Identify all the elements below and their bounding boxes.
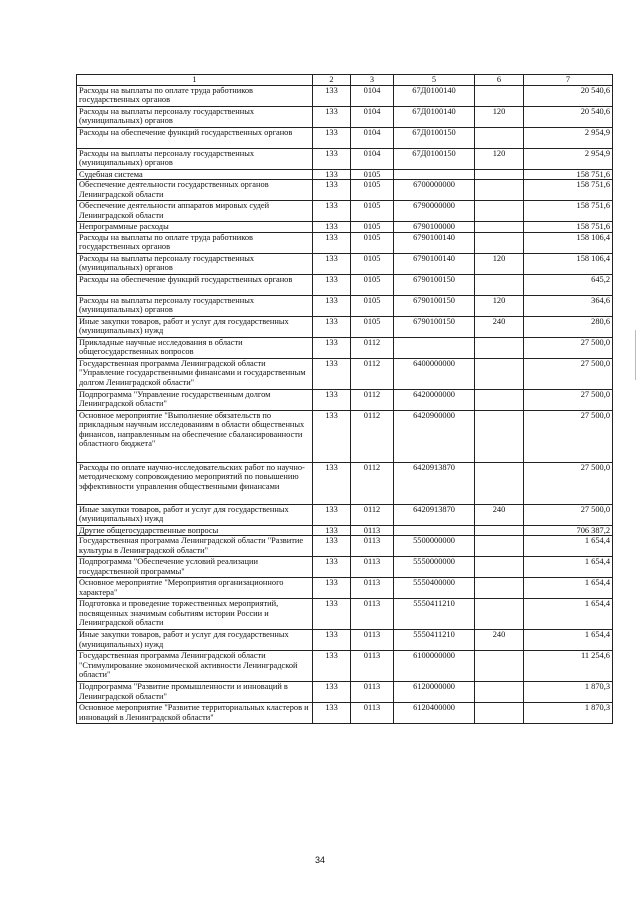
row-code-6-cell [475, 232, 524, 253]
table-row [77, 525, 613, 535]
row-code-2-cell: 133 [313, 651, 351, 682]
row-name-cell: Обеспечение деятельности аппаратов мировых судей Ленинградской области [77, 201, 313, 222]
row-amount-cell: 158 751,6 [524, 201, 613, 222]
row-code-3-cell: 0113 [351, 525, 394, 535]
row-name-cell: Расходы на выплаты персоналу государственных (муниципальных) органов [77, 295, 313, 316]
row-amount-cell: 20 540,6 [524, 86, 613, 107]
row-code-5-cell: 6120000000 [394, 682, 475, 703]
row-code-6-cell: 120 [475, 107, 524, 128]
row-name-cell: Расходы на выплаты персоналу государственных (муниципальных) органов [77, 253, 313, 274]
row-code-5-cell: 5550400000 [394, 578, 475, 599]
row-amount-cell: 158 751,6 [524, 170, 613, 180]
table-row [77, 253, 613, 274]
table-row [77, 337, 613, 358]
row-code-3-cell: 0105 [351, 295, 394, 316]
row-name-cell: Расходы на обеспечение функций государственных органов [77, 128, 313, 149]
row-code-5-cell: 6790100150 [394, 295, 475, 316]
row-name-cell: Основное мероприятие "Выполнение обязательств по прикладным научным исследованиям в области общественных финансов, направленным на обеспечение сбалансированности областного бюджета" [77, 410, 313, 462]
row-amount-cell: 20 540,6 [524, 107, 613, 128]
row-code-3-cell: 0105 [351, 232, 394, 253]
row-code-2-cell: 133 [313, 232, 351, 253]
row-code-3-cell: 0105 [351, 170, 394, 180]
table-row [77, 86, 613, 107]
row-code-3-cell: 0113 [351, 557, 394, 578]
row-code-6-cell [475, 201, 524, 222]
row-amount-cell: 158 751,6 [524, 180, 613, 201]
table-row [77, 316, 613, 337]
row-code-3-cell: 0104 [351, 149, 394, 170]
row-amount-cell: 158 106,4 [524, 253, 613, 274]
row-amount-cell: 27 500,0 [524, 358, 613, 389]
row-code-5-cell [394, 170, 475, 180]
row-code-5-cell [394, 525, 475, 535]
row-code-5-cell: 67Д0100140 [394, 86, 475, 107]
row-code-2-cell: 133 [313, 170, 351, 180]
table-row [77, 682, 613, 703]
table-row [77, 107, 613, 128]
row-code-3-cell: 0105 [351, 316, 394, 337]
table-body [77, 86, 613, 724]
table-row [77, 149, 613, 170]
row-code-5-cell: 6400000000 [394, 358, 475, 389]
row-code-6-cell [475, 180, 524, 201]
row-code-5-cell: 6790100140 [394, 253, 475, 274]
row-code-6-cell [475, 682, 524, 703]
row-code-2-cell: 133 [313, 703, 351, 724]
row-code-6-cell [475, 222, 524, 232]
row-code-5-cell: 5550411210 [394, 630, 475, 651]
table-row [77, 128, 613, 149]
document-sheet [76, 74, 612, 724]
row-amount-cell: 158 106,4 [524, 232, 613, 253]
row-code-5-cell: 6420913870 [394, 504, 475, 525]
table-row [77, 180, 613, 201]
table-row [77, 274, 613, 295]
row-code-2-cell: 133 [313, 86, 351, 107]
row-name-cell: Расходы на выплаты по оплате труда работников государственных органов [77, 232, 313, 253]
table-row [77, 578, 613, 599]
row-code-6-cell [475, 557, 524, 578]
page-number: 34 [314, 855, 325, 865]
row-amount-cell: 1 870,3 [524, 682, 613, 703]
row-name-cell: Государственная программа Ленинградской области "Развитие культуры в Ленинградской области" [77, 536, 313, 557]
row-amount-cell: 1 870,3 [524, 703, 613, 724]
row-code-2-cell: 133 [313, 389, 351, 410]
row-code-6-cell [475, 274, 524, 295]
row-code-3-cell: 0105 [351, 180, 394, 201]
row-name-cell: Обеспечение деятельности государственных органов Ленинградской области [77, 180, 313, 201]
budget-table [76, 74, 613, 724]
row-code-2-cell: 133 [313, 149, 351, 170]
row-name-cell: Другие общегосударственные вопросы [77, 525, 313, 535]
table-row [77, 358, 613, 389]
column-header: 7 [524, 75, 613, 86]
row-code-6-cell [475, 128, 524, 149]
row-code-6-cell [475, 170, 524, 180]
table-row [77, 170, 613, 180]
table-row [77, 389, 613, 410]
table-row [77, 222, 613, 232]
row-amount-cell: 2 954,9 [524, 149, 613, 170]
row-code-3-cell: 0113 [351, 536, 394, 557]
row-code-2-cell: 133 [313, 462, 351, 504]
column-header: 1 [77, 75, 313, 86]
row-code-2-cell: 133 [313, 536, 351, 557]
row-amount-cell: 27 500,0 [524, 504, 613, 525]
row-code-3-cell: 0112 [351, 358, 394, 389]
row-code-2-cell: 133 [313, 682, 351, 703]
row-code-5-cell: 6120400000 [394, 703, 475, 724]
table-row [77, 599, 613, 630]
row-code-5-cell: 6100000000 [394, 651, 475, 682]
row-name-cell: Расходы по оплате научно-исследовательских работ по научно-методическому сопровождению мероприятий по повышению эффективности управления общественными финансами [77, 462, 313, 504]
row-code-3-cell: 0104 [351, 128, 394, 149]
row-code-6-cell: 240 [475, 504, 524, 525]
row-amount-cell: 11 254,6 [524, 651, 613, 682]
row-amount-cell: 158 751,6 [524, 222, 613, 232]
table-row [77, 651, 613, 682]
row-code-2-cell: 133 [313, 525, 351, 535]
table-row [77, 536, 613, 557]
row-code-3-cell: 0113 [351, 682, 394, 703]
row-amount-cell: 2 954,9 [524, 128, 613, 149]
row-code-2-cell: 133 [313, 578, 351, 599]
row-code-2-cell: 133 [313, 295, 351, 316]
row-code-2-cell: 133 [313, 274, 351, 295]
row-code-3-cell: 0113 [351, 630, 394, 651]
row-amount-cell: 1 654,4 [524, 578, 613, 599]
row-code-3-cell: 0112 [351, 410, 394, 462]
row-code-6-cell: 240 [475, 316, 524, 337]
row-amount-cell: 27 500,0 [524, 389, 613, 410]
row-code-3-cell: 0112 [351, 504, 394, 525]
row-code-6-cell [475, 389, 524, 410]
row-code-3-cell: 0104 [351, 86, 394, 107]
row-amount-cell: 1 654,4 [524, 536, 613, 557]
row-name-cell: Расходы на обеспечение функций государственных органов [77, 274, 313, 295]
row-code-3-cell: 0104 [351, 107, 394, 128]
row-name-cell: Расходы на выплаты персоналу государственных (муниципальных) органов [77, 149, 313, 170]
row-name-cell: Иные закупки товаров, работ и услуг для государственных (муниципальных) нужд [77, 504, 313, 525]
row-code-3-cell: 0112 [351, 462, 394, 504]
row-code-5-cell: 6420900000 [394, 410, 475, 462]
row-code-2-cell: 133 [313, 253, 351, 274]
row-code-2-cell: 133 [313, 316, 351, 337]
row-code-5-cell: 5500000000 [394, 536, 475, 557]
row-code-6-cell: 120 [475, 295, 524, 316]
row-name-cell: Подпрограмма "Управление государственным долгом Ленинградской области" [77, 389, 313, 410]
row-code-3-cell: 0113 [351, 651, 394, 682]
row-name-cell: Государственная программа Ленинградской области "Управление государственными финансами и государственным долгом Ленинградской области" [77, 358, 313, 389]
row-code-6-cell [475, 525, 524, 535]
row-amount-cell: 280,6 [524, 316, 613, 337]
row-code-6-cell [475, 536, 524, 557]
row-name-cell: Подпрограмма "Обеспечение условий реализации государственной программы" [77, 557, 313, 578]
row-code-5-cell: 6790100150 [394, 316, 475, 337]
row-code-2-cell: 133 [313, 337, 351, 358]
row-code-3-cell: 0105 [351, 274, 394, 295]
row-code-3-cell: 0105 [351, 201, 394, 222]
row-code-2-cell: 133 [313, 599, 351, 630]
row-code-3-cell: 0113 [351, 578, 394, 599]
row-name-cell: Государственная программа Ленинградской области "Стимулирование экономической активности Ленинградской области" [77, 651, 313, 682]
row-name-cell: Подготовка и проведение торжественных мероприятий, посвященных значимым событиям истории России и Ленинградской области [77, 599, 313, 630]
row-code-6-cell [475, 651, 524, 682]
row-amount-cell: 645,2 [524, 274, 613, 295]
row-code-2-cell: 133 [313, 222, 351, 232]
row-code-5-cell: 6790100140 [394, 232, 475, 253]
column-header: 5 [394, 75, 475, 86]
row-code-3-cell: 0112 [351, 337, 394, 358]
row-code-2-cell: 133 [313, 358, 351, 389]
row-code-6-cell [475, 462, 524, 504]
row-code-6-cell: 240 [475, 630, 524, 651]
row-code-5-cell: 67Д0100140 [394, 107, 475, 128]
row-name-cell: Расходы на выплаты персоналу государственных (муниципальных) органов [77, 107, 313, 128]
column-header: 2 [313, 75, 351, 86]
row-amount-cell: 27 500,0 [524, 337, 613, 358]
table-row [77, 410, 613, 462]
row-code-2-cell: 133 [313, 201, 351, 222]
row-code-6-cell [475, 703, 524, 724]
row-code-5-cell: 6790000000 [394, 201, 475, 222]
row-code-6-cell [475, 358, 524, 389]
row-name-cell: Непрограммные расходы [77, 222, 313, 232]
row-code-2-cell: 133 [313, 107, 351, 128]
row-amount-cell: 27 500,0 [524, 462, 613, 504]
row-code-2-cell: 133 [313, 410, 351, 462]
row-code-5-cell: 6790100150 [394, 274, 475, 295]
row-code-6-cell: 120 [475, 253, 524, 274]
row-code-6-cell [475, 337, 524, 358]
row-code-6-cell [475, 410, 524, 462]
row-code-5-cell: 6420913870 [394, 462, 475, 504]
table-row [77, 295, 613, 316]
row-code-3-cell: 0112 [351, 389, 394, 410]
row-code-6-cell [475, 86, 524, 107]
row-code-2-cell: 133 [313, 557, 351, 578]
scan-edge-mark [635, 330, 636, 380]
row-name-cell: Основное мероприятие "Развитие территориальных кластеров и инноваций в Ленинградской области" [77, 703, 313, 724]
row-code-5-cell: 6700000000 [394, 180, 475, 201]
row-code-2-cell: 133 [313, 504, 351, 525]
table-row [77, 201, 613, 222]
table-row [77, 232, 613, 253]
row-name-cell: Подпрограмма "Развитие промышленности и инноваций в Ленинградской области" [77, 682, 313, 703]
row-code-5-cell: 67Д0100150 [394, 149, 475, 170]
row-code-3-cell: 0105 [351, 222, 394, 232]
row-amount-cell: 364,6 [524, 295, 613, 316]
row-code-5-cell: 5550000000 [394, 557, 475, 578]
row-code-3-cell: 0113 [351, 703, 394, 724]
row-code-2-cell: 133 [313, 630, 351, 651]
row-code-6-cell [475, 578, 524, 599]
table-row [77, 703, 613, 724]
table-header-row [77, 75, 613, 86]
row-name-cell: Основное мероприятие "Мероприятия организационного характера" [77, 578, 313, 599]
row-amount-cell: 1 654,4 [524, 557, 613, 578]
table-row [77, 504, 613, 525]
row-code-2-cell: 133 [313, 128, 351, 149]
row-code-3-cell: 0105 [351, 253, 394, 274]
row-code-5-cell: 6790100000 [394, 222, 475, 232]
row-code-5-cell: 5550411210 [394, 599, 475, 630]
row-name-cell: Иные закупки товаров, работ и услуг для государственных (муниципальных) нужд [77, 316, 313, 337]
row-name-cell: Расходы на выплаты по оплате труда работников государственных органов [77, 86, 313, 107]
row-amount-cell: 1 654,4 [524, 599, 613, 630]
row-amount-cell: 27 500,0 [524, 410, 613, 462]
row-code-2-cell: 133 [313, 180, 351, 201]
row-amount-cell: 1 654,4 [524, 630, 613, 651]
row-code-6-cell: 120 [475, 149, 524, 170]
table-row [77, 557, 613, 578]
row-code-6-cell [475, 599, 524, 630]
row-code-5-cell [394, 337, 475, 358]
table-row [77, 462, 613, 504]
row-name-cell: Судебная система [77, 170, 313, 180]
column-header: 6 [475, 75, 524, 86]
row-code-5-cell: 67Д0100150 [394, 128, 475, 149]
row-code-5-cell: 6420000000 [394, 389, 475, 410]
row-amount-cell: 706 387,2 [524, 525, 613, 535]
row-name-cell: Иные закупки товаров, работ и услуг для государственных (муниципальных) нужд [77, 630, 313, 651]
column-header: 3 [351, 75, 394, 86]
row-code-3-cell: 0113 [351, 599, 394, 630]
row-name-cell: Прикладные научные исследования в области общегосударственных вопросов [77, 337, 313, 358]
table-row [77, 630, 613, 651]
